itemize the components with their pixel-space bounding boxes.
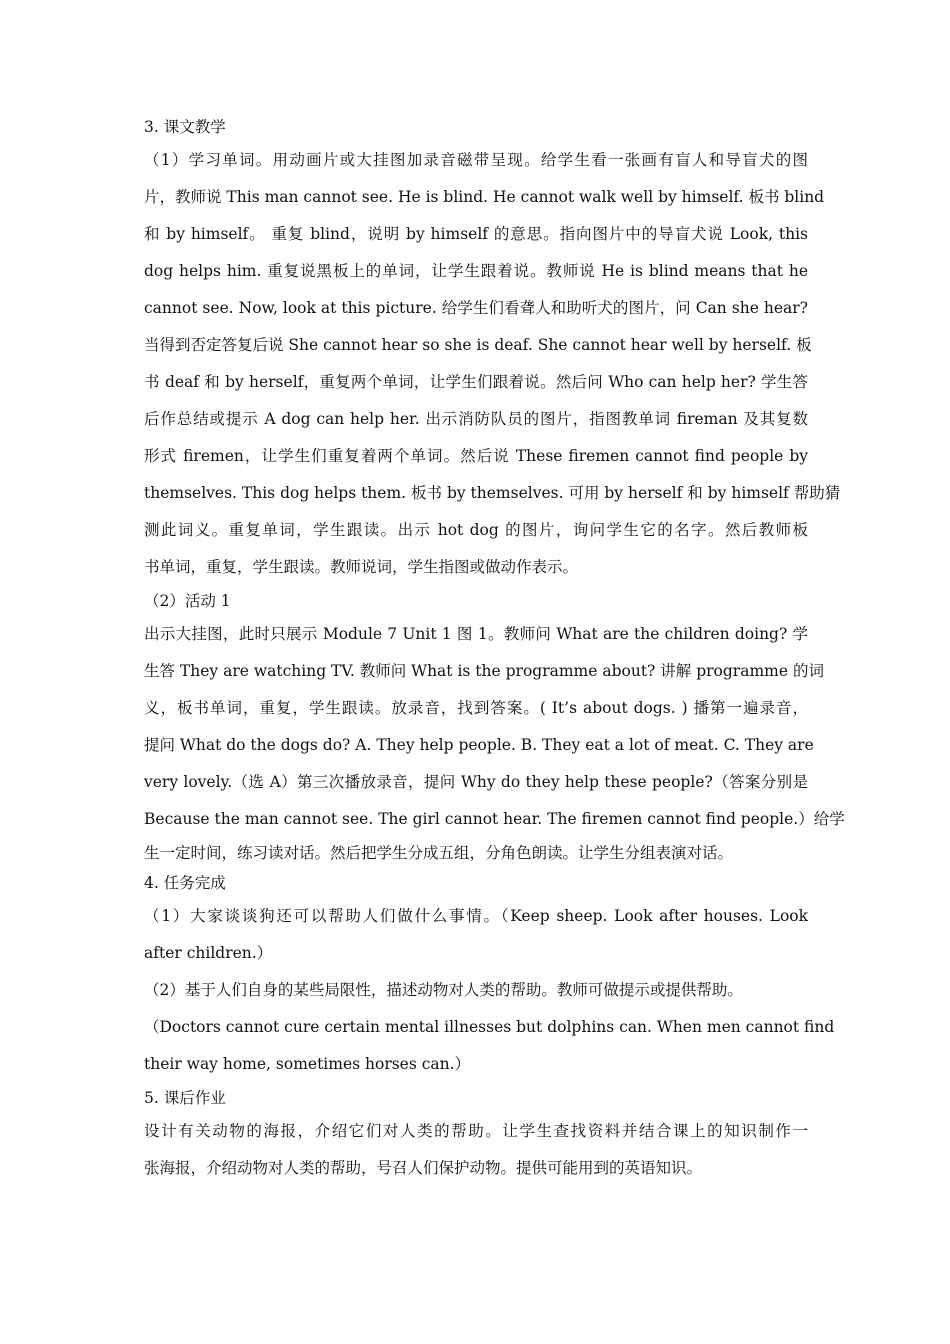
text-line: cannot see. Now, look at this picture. 给学生们看聋人和助听犬的图片，问 Can she hear? [144,299,808,317]
text-line: 后作总结或提示 A dog can help her. 出示消防队员的图片，指图教单词 fireman 及其复数 [144,410,808,428]
text-line: 4. 任务完成 [144,874,226,892]
text-line: 书单词，重复，学生跟读。教师说词，学生指图或做动作表示。 [144,558,579,576]
text-line: 义，板书单词，重复，学生跟读。放录音，找到答案。( It’s about dogs. ) 播第一遍录音， [144,699,808,717]
text-line: （2）基于人们自身的某些局限性，描述动物对人类的帮助。教师可做提示或提供帮助。 [144,981,743,999]
text-line: 设计有关动物的海报，介绍它们对人类的帮助。让学生查找资料并结合课上的知识制作一 [144,1122,808,1140]
text-line: 形式 firemen，让学生们重复着两个单词。然后说 These firemen cannot find people by [144,447,808,465]
text-line: （2）活动 1 [144,592,231,610]
text-line: 5. 课后作业 [144,1089,226,1107]
text-line: 3. 课文教学 [144,118,226,136]
text-line: Because the man cannot see. The girl cannot hear. The firemen cannot find people.）给学 [144,810,845,828]
text-line: （1）学习单词。用动画片或大挂图加录音磁带呈现。给学生看一张画有盲人和导盲犬的图 [144,151,808,169]
text-line: 生一定时间，练习读对话。然后把学生分成五组，分角色朗读。让学生分组表演对话。 [144,844,734,862]
text-line: 生答 They are watching TV. 教师问 What is the programme about? 讲解 programme 的词 [144,662,824,680]
text-line: （1）大家谈谈狗还可以帮助人们做什么事情。（Keep sheep. Look after houses. Look [144,907,808,925]
text-line: 测此词义。重复单词，学生跟读。出示 hot dog 的图片，询问学生它的名字。然后教师板 [144,521,808,539]
text-line: after children.） [144,944,273,962]
text-line: dog helps him. 重复说黑板上的单词，让学生跟着说。教师说 He is blind means that he [144,262,808,280]
text-line: 片，教师说 This man cannot see. He is blind. He cannot walk well by himself. 板书 blind [144,188,825,206]
text-line: very lovely.（选 A）第三次播放录音，提问 Why do they help these people?（答案分别是 [144,773,808,791]
document-page [144,112,845,1187]
text-line: 出示大挂图，此时只展示 Module 7 Unit 1 图 1。教师问 What are the children doing? 学 [144,625,808,643]
text-line: their way home, sometimes horses can.） [144,1055,471,1073]
text-line: 当得到否定答复后说 She cannot hear so she is deaf. She cannot hear well by herself. 板 [144,336,812,354]
text-line: themselves. This dog helps them. 板书 by themselves. 可用 by herself 和 by himself 帮助猜 [144,484,841,502]
text-line: 张海报，介绍动物对人类的帮助，号召人们保护动物。提供可能用到的英语知识。 [144,1159,703,1177]
text-line: 书 deaf 和 by herself，重复两个单词，让学生们跟着说。然后问 Who can help her? 学生答 [144,373,808,391]
text-line: 和 by himself。 重复 blind，说明 by himself 的意思。指向图片中的导盲犬说 Look, this [144,225,808,243]
text-line: （Doctors cannot cure certain mental illnesses but dolphins can. When men cannot find [144,1018,835,1036]
text-line: 提问 What do the dogs do? A. They help people. B. They eat a lot of meat. C. They are [144,736,814,754]
